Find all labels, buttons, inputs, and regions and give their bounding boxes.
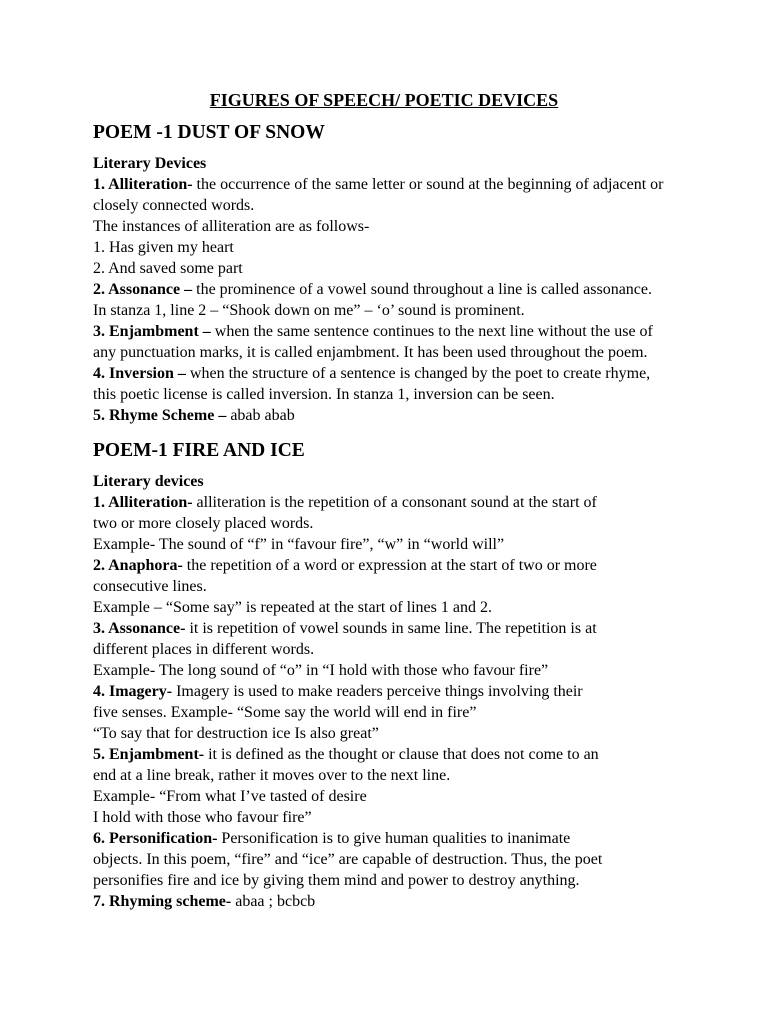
text-line (93, 702, 753, 723)
line-text: I hold with those who favour fire” (93, 809, 312, 826)
text-line (93, 786, 753, 807)
device-label: 2. Assonance – (93, 281, 193, 298)
line-text: end at a line break, rather it moves over to the next line. (93, 767, 451, 784)
text-line (93, 513, 753, 534)
line-text: it is defined as the thought or clause that does not come to an (204, 746, 599, 763)
text-line (93, 807, 753, 828)
text-line (93, 492, 753, 513)
text-line (93, 870, 753, 891)
line-text: Example- The sound of “f” in “favour fire”, “w” in “world will” (93, 536, 505, 553)
line-text: Personification is to give human qualities to inanimate (217, 830, 571, 847)
line-text: “To say that for destruction ice Is also great” (93, 725, 379, 742)
device-label: 4. Imagery- (93, 683, 173, 700)
line-text: the occurrence of the same letter or sound at the beginning of adjacent or (192, 176, 664, 193)
document-title: FIGURES OF SPEECH/ POETIC DEVICES (209, 90, 559, 110)
device-label: 5. Enjambment- (93, 746, 205, 763)
section-heading: POEM -1 DUST OF SNOW (93, 122, 325, 143)
text-line (93, 618, 753, 639)
line-text: it is repetition of vowel sounds in same line. The repetition is at (185, 620, 597, 637)
text-line (93, 279, 753, 300)
line-text: objects. In this poem, “fire” and “ice” are capable of destruction. Thus, the poet (93, 851, 603, 868)
text-line (93, 363, 753, 384)
text-line (93, 849, 753, 870)
line-text: The instances of alliteration are as follows- (93, 218, 370, 235)
device-label: 7. Rhyming scheme- (93, 893, 232, 910)
line-text: 2. And saved some part (93, 260, 243, 277)
text-line (93, 597, 753, 618)
device-label: 1. Alliteration- (93, 494, 193, 511)
section-heading: POEM-1 FIRE AND ICE (93, 440, 305, 461)
text-line (93, 237, 753, 258)
line-text: closely connected words. (93, 197, 255, 214)
line-text: any punctuation marks, it is called enjambment. It has been used throughout the poem. (93, 344, 648, 361)
text-line (93, 384, 753, 405)
line-text: personifies fire and ice by giving them mind and power to destroy anything. (93, 872, 580, 889)
section-body (93, 153, 753, 426)
section-fire-and-ice (93, 439, 753, 912)
text-line (93, 828, 753, 849)
text-line (93, 534, 753, 555)
text-line (93, 321, 753, 342)
text-line (93, 639, 753, 660)
text-line (93, 471, 753, 492)
line-text: two or more closely placed words. (93, 515, 314, 532)
line-text: Example- “From what I’ve tasted of desire (93, 788, 367, 805)
device-label: 1. Alliteration- (93, 176, 193, 193)
line-text: abab abab (226, 407, 295, 424)
text-line (93, 576, 753, 597)
line-text: Example – “Some say” is repeated at the start of lines 1 and 2. (93, 599, 492, 616)
text-line (93, 765, 753, 786)
line-text: five senses. Example- “Some say the world will end in fire” (93, 704, 477, 721)
text-line (93, 216, 753, 237)
text-line (93, 660, 753, 681)
device-label: 6. Personification- (93, 830, 218, 847)
line-text: different places in different words. (93, 641, 315, 658)
device-label: 3. Assonance- (93, 620, 186, 637)
section-body (93, 471, 753, 912)
device-label: 3. Enjambment – (93, 323, 211, 340)
line-text: when the structure of a sentence is changed by the poet to create rhyme, (185, 365, 651, 382)
line-text: abaa ; bcbcb (231, 893, 316, 910)
line-text: the repetition of a word or expression at the start of two or more (182, 557, 597, 574)
text-line (93, 891, 753, 912)
text-line (93, 153, 753, 174)
line-text: In stanza 1, line 2 – “Shook down on me” – ‘o’ sound is prominent. (93, 302, 525, 319)
section-dust-of-snow (93, 121, 753, 426)
line-text: Imagery is used to make readers perceive things involving their (172, 683, 583, 700)
line-text: alliteration is the repetition of a consonant sound at the start of (192, 494, 597, 511)
device-label: Literary devices (93, 473, 204, 490)
device-label: 4. Inversion – (93, 365, 186, 382)
device-label: 2. Anaphora- (93, 557, 183, 574)
line-text: consecutive lines. (93, 578, 207, 595)
text-line (93, 405, 753, 426)
line-text: the prominence of a vowel sound throughout a line is called assonance. (192, 281, 652, 298)
line-text: this poetic license is called inversion. In stanza 1, inversion can be seen. (93, 386, 555, 403)
text-line (93, 258, 753, 279)
text-line (93, 744, 753, 765)
line-text: 1. Has given my heart (93, 239, 234, 256)
text-line (93, 723, 753, 744)
device-label: Literary Devices (93, 155, 207, 172)
device-label: 5. Rhyme Scheme – (93, 407, 227, 424)
text-line (93, 681, 753, 702)
line-text: Example- The long sound of “o” in “I hold with those who favour fire” (93, 662, 549, 679)
line-text: when the same sentence continues to the next line without the use of (210, 323, 653, 340)
text-line (93, 342, 753, 363)
text-line (93, 195, 753, 216)
text-line (93, 174, 753, 195)
text-line (93, 555, 753, 576)
text-line (93, 300, 753, 321)
